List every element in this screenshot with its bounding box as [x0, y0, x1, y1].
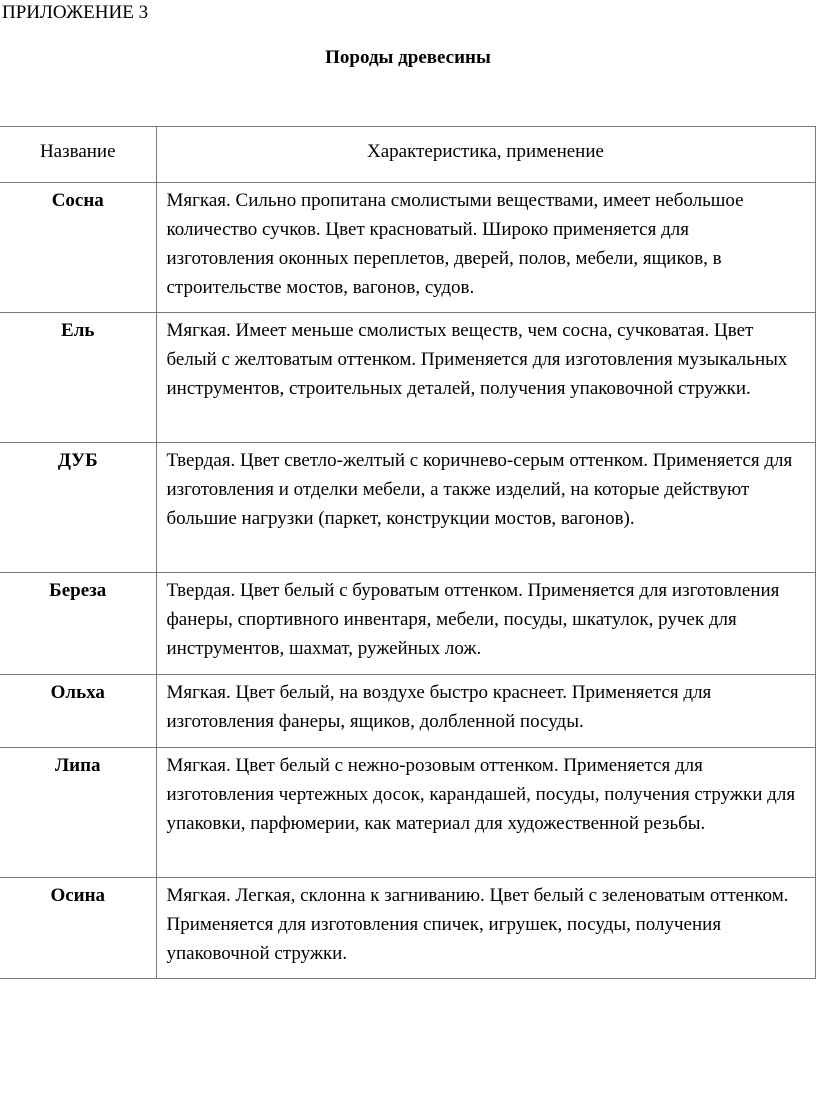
wood-name: ДУБ: [57, 450, 98, 471]
table-header-row: [0, 127, 815, 183]
wood-types-table: [0, 126, 816, 979]
header-name: [0, 127, 156, 183]
wood-description-cell: [156, 748, 815, 878]
wood-description-cell: [156, 878, 815, 979]
header-description: [156, 127, 815, 183]
wood-description: Мягкая. Цвет белый, на воздухе быстро краснеет. Применяется для изготовления фанеры, ящиков, долбленной посуды.: [166, 682, 712, 732]
wood-description-cell: [156, 183, 815, 313]
wood-name: Береза: [49, 580, 107, 601]
wood-name-cell: [0, 675, 156, 748]
table-row: [0, 573, 815, 675]
table-row: [0, 443, 815, 573]
table-row: [0, 313, 815, 443]
wood-name: Липа: [54, 755, 101, 776]
wood-name: Осина: [50, 885, 106, 906]
wood-description: Твердая. Цвет светло-желтый с коричнево-серым оттенком. Применяется для изготовления и отделки мебели, а также изделий, на которые действуют большие нагрузки (паркет, конструкции мостов, вагонов).: [166, 450, 793, 529]
header-description-label: Характеристика, применение: [367, 141, 604, 162]
wood-description-cell: [156, 675, 815, 748]
wood-description-cell: [156, 573, 815, 675]
table-row: [0, 183, 815, 313]
wood-name: Ель: [61, 320, 95, 341]
wood-description: Мягкая. Легкая, склонна к загниванию. Цвет белый с зеленоватым оттенком. Применяется для изготовления спичек, игрушек, посуды, получения упаковочной стружки.: [166, 885, 789, 964]
wood-name: Сосна: [51, 190, 104, 211]
wood-name-cell: [0, 878, 156, 979]
wood-description-cell: [156, 443, 815, 573]
appendix-label: ПРИЛОЖЕНИЕ 3: [2, 2, 149, 23]
document-title: Породы древесины: [325, 47, 491, 68]
wood-description-cell: [156, 313, 815, 443]
table-row: [0, 675, 815, 748]
wood-name-cell: [0, 313, 156, 443]
wood-name-cell: [0, 748, 156, 878]
table-row: [0, 748, 815, 878]
wood-description: Мягкая. Цвет белый с нежно-розовым оттенком. Применяется для изготовления чертежных досок, карандашей, посуды, получения стружки для упаковки, парфюмерии, как материал для художественной резьбы.: [166, 755, 796, 834]
wood-description: Мягкая. Сильно пропитана смолистыми веществами, имеет небольшое количество сучков. Цвет красноватый. Широко применяется для изготовления оконных переплетов, дверей, полов, мебели, ящиков, в строительстве мостов, вагонов, судов.: [166, 190, 744, 298]
wood-description: Твердая. Цвет белый с буроватым оттенком. Применяется для изготовления фанеры, спортивного инвентаря, мебели, посуды, шкатулок, ручек для инструментов, шахмат, ружейных лож.: [166, 580, 780, 659]
wood-name-cell: [0, 183, 156, 313]
wood-name: Ольха: [50, 682, 105, 703]
header-name-label: Название: [39, 141, 116, 162]
wood-name-cell: [0, 443, 156, 573]
table-row: [0, 878, 815, 979]
wood-name-cell: [0, 573, 156, 675]
wood-description: Мягкая. Имеет меньше смолистых веществ, чем сосна, сучковатая. Цвет белый с желтоватым оттенком. Применяется для изготовления музыкальных инструментов, строительных деталей, получения упаковочной стружки.: [166, 320, 788, 399]
